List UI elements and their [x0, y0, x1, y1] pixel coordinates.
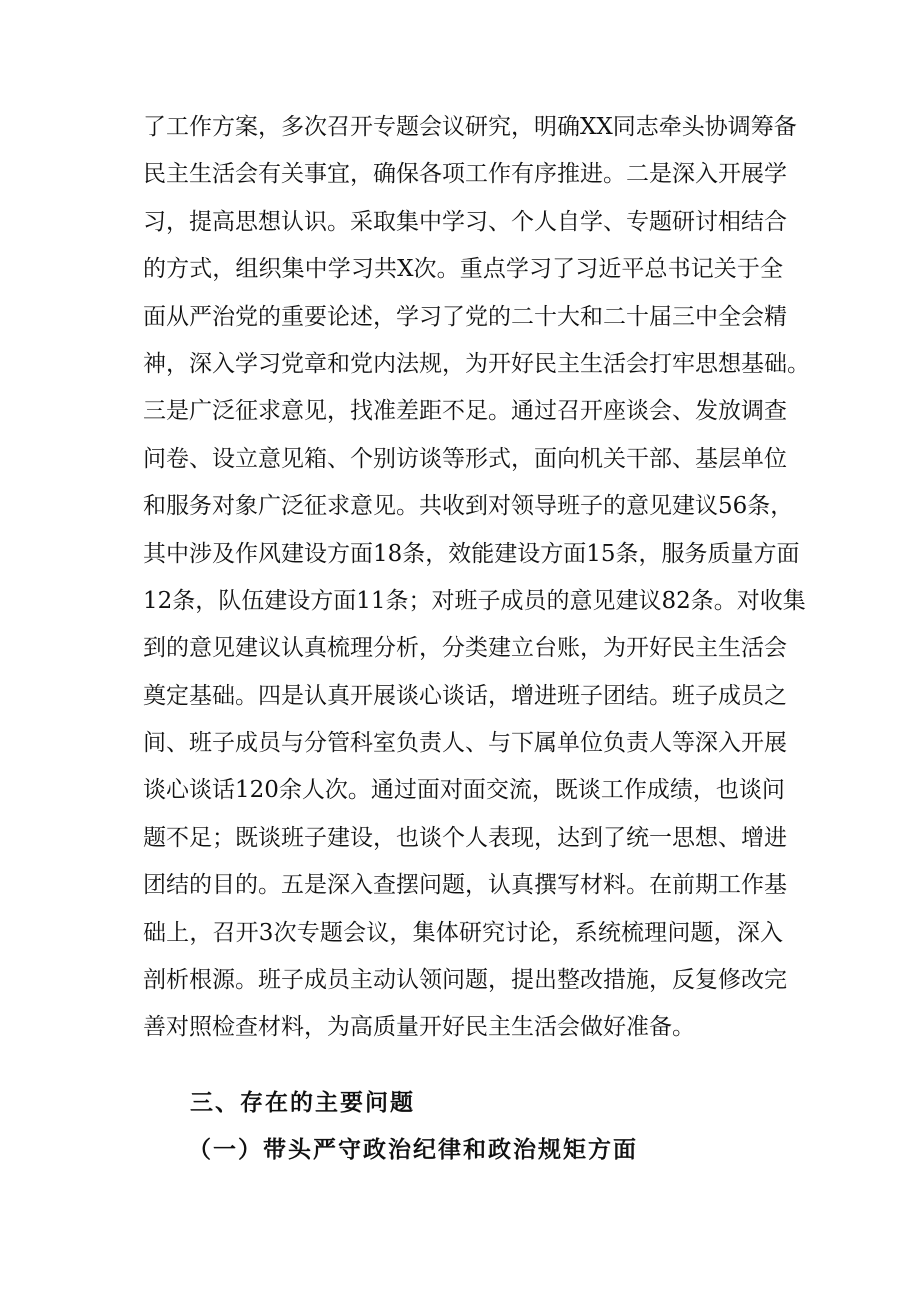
subsection-heading: （一）带头严守政治纪律和政治规矩方面 — [188, 1137, 638, 1163]
body-line: 三是广泛征求意见，找准差距不足。通过召开座谈会、发放调查 — [143, 398, 787, 425]
body-line: 了工作方案，多次召开专题会议研究，明确XX同志牵头协调筹备 — [143, 114, 797, 140]
body-line: 善对照检查材料，为高质量开好民主生活会做好准备。 — [143, 1014, 695, 1041]
body-line: 12条，队伍建设方面11条；对班子成员的意见建议82条。对收集 — [143, 587, 806, 614]
body-paragraph — [143, 104, 810, 1052]
body-line: 问卷、设立意见箱、个别访谈等形式，面向机关干部、基层单位 — [143, 445, 787, 472]
body-line: 民主生活会有关事宜，确保各项工作有序推进。二是深入开展学 — [143, 161, 787, 188]
body-line: 剖析根源。班子成员主动认领问题，提出整改措施，反复修改完 — [143, 967, 787, 994]
body-line: 到的意见建议认真梳理分析，分类建立台账，为开好民主生活会 — [143, 635, 787, 662]
body-line: 其中涉及作风建设方面18条，效能建设方面15条，服务质量方面 — [143, 540, 800, 567]
body-line: 团结的目的。五是深入查摆问题，认真撰写材料。在前期工作基 — [143, 872, 787, 899]
body-line: 和服务对象广泛征求意见。共收到对领导班子的意见建议56条， — [143, 493, 794, 520]
body-line: 谈心谈话120余人次。通过面对面交流，既谈工作成绩，也谈问 — [143, 777, 785, 804]
body-line: 面从严治党的重要论述，学习了党的二十大和二十届三中全会精 — [143, 303, 787, 330]
body-line: 础上，召开3次专题会议，集体研究讨论，系统梳理问题，深入 — [143, 919, 783, 946]
body-line: 习，提高思想认识。采取集中学习、个人自学、专题研讨相结合 — [143, 208, 787, 235]
section-heading: 三、存在的主要问题 — [190, 1090, 415, 1116]
body-line: 间、班子成员与分管科室负责人、与下属单位负责人等深入开展 — [143, 730, 787, 757]
body-line: 奠定基础。四是认真开展谈心谈话，增进班子团结。班子成员之 — [143, 682, 787, 709]
body-line: 题不足；既谈班子建设，也谈个人表现，达到了统一思想、增进 — [143, 824, 787, 851]
body-line: 神，深入学习党章和党内法规，为开好民主生活会打牢思想基础。 — [143, 350, 810, 377]
body-line: 的方式，组织集中学习共X次。重点学习了习近平总书记关于全 — [143, 256, 783, 283]
